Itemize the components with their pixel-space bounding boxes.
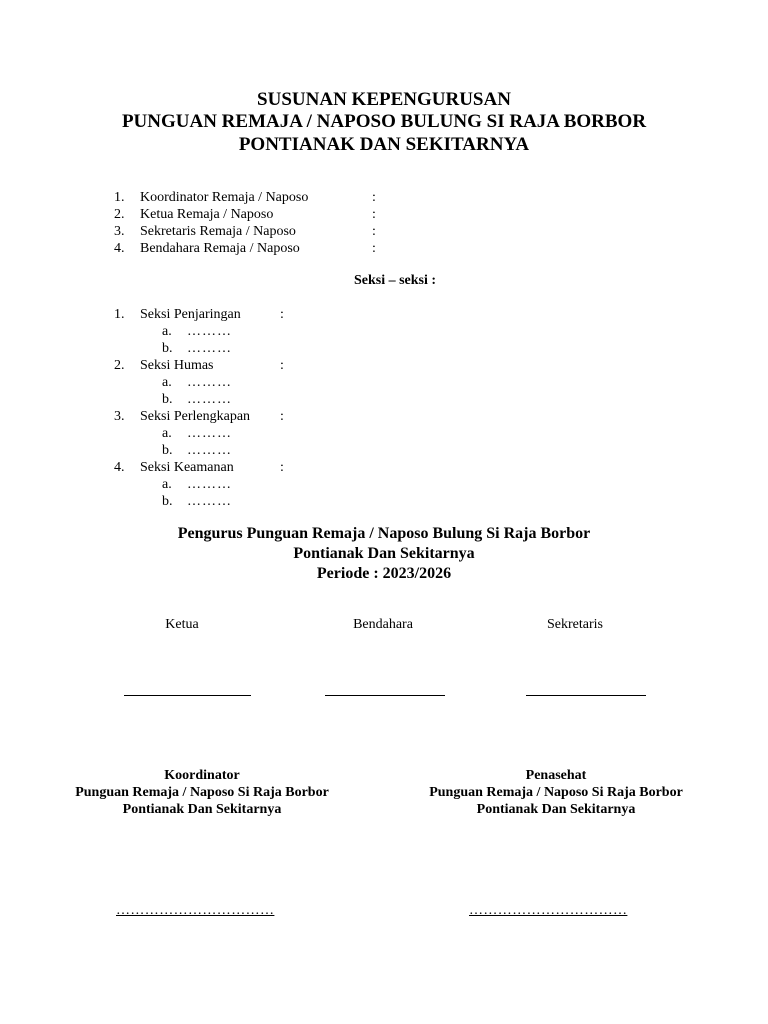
sekretaris-label: Sekretaris bbox=[547, 617, 603, 632]
officer-number: 4. bbox=[114, 241, 125, 256]
section-number: 2. bbox=[114, 358, 125, 373]
penasehat-org: Punguan Remaja / Naposo Si Raja Borbor bbox=[429, 785, 683, 800]
subitem-letter: a. bbox=[162, 477, 172, 492]
koordinator-place: Pontianak Dan Sekitarnya bbox=[122, 802, 282, 817]
section-label: Seksi Keamanan bbox=[140, 460, 234, 475]
subitem-placeholder: ……… bbox=[187, 443, 232, 458]
section-subitem bbox=[114, 493, 290, 510]
pengurus-heading: Pengurus Punguan Remaja / Naposo Bulung Si Raja Borbor bbox=[177, 525, 591, 542]
sekretaris-signature-line bbox=[526, 695, 646, 696]
section-item bbox=[114, 306, 290, 323]
officer-colon: : bbox=[372, 224, 376, 239]
subitem-placeholder: ……… bbox=[187, 341, 232, 356]
officer-label: Sekretaris Remaja / Naposo bbox=[140, 224, 296, 239]
subitem-placeholder: ……… bbox=[187, 375, 232, 390]
koordinator-signature-dots: …………………………… bbox=[116, 903, 275, 918]
officer-number: 1. bbox=[114, 190, 125, 205]
section-subitem bbox=[114, 476, 290, 493]
section-colon: : bbox=[280, 358, 284, 373]
officer-colon: : bbox=[372, 241, 376, 256]
koordinator-title: Koordinator bbox=[164, 768, 240, 783]
officer-label: Ketua Remaja / Naposo bbox=[140, 207, 274, 222]
officer-label: Bendahara Remaja / Naposo bbox=[140, 241, 300, 256]
section-colon: : bbox=[280, 460, 284, 475]
organization-title: PUNGUAN REMAJA / NAPOSO BULUNG SI RAJA BORBOR bbox=[121, 111, 647, 132]
section-subitem bbox=[114, 442, 290, 459]
document-title: SUSUNAN KEPENGURUSAN bbox=[257, 89, 511, 110]
officer-list bbox=[114, 189, 382, 257]
officer-label: Koordinator Remaja / Naposo bbox=[140, 190, 309, 205]
section-number: 4. bbox=[114, 460, 125, 475]
subitem-letter: b. bbox=[162, 341, 173, 356]
section-colon: : bbox=[280, 307, 284, 322]
penasehat-block bbox=[391, 767, 721, 818]
koordinator-org: Punguan Remaja / Naposo Si Raja Borbor bbox=[75, 785, 329, 800]
subitem-placeholder: ……… bbox=[187, 494, 232, 509]
ketua-label: Ketua bbox=[165, 617, 199, 632]
officer-item bbox=[114, 240, 382, 257]
sections-heading: Seksi – seksi : bbox=[353, 273, 437, 288]
officer-item bbox=[114, 223, 382, 240]
subitem-letter: b. bbox=[162, 494, 173, 509]
officer-number: 3. bbox=[114, 224, 125, 239]
bendahara-label: Bendahara bbox=[353, 617, 413, 632]
section-item bbox=[114, 408, 290, 425]
officer-item bbox=[114, 189, 382, 206]
section-number: 3. bbox=[114, 409, 125, 424]
subitem-placeholder: ……… bbox=[187, 477, 232, 492]
subitem-placeholder: ……… bbox=[187, 324, 232, 339]
ketua-signature-line bbox=[124, 695, 251, 696]
bendahara-signature-line bbox=[325, 695, 445, 696]
section-list bbox=[114, 306, 290, 510]
section-item bbox=[114, 459, 290, 476]
officer-item bbox=[114, 206, 382, 223]
officer-colon: : bbox=[372, 190, 376, 205]
section-label: Seksi Penjaringan bbox=[140, 307, 241, 322]
officer-colon: : bbox=[372, 207, 376, 222]
section-label: Seksi Humas bbox=[140, 358, 214, 373]
section-colon: : bbox=[280, 409, 284, 424]
subitem-letter: a. bbox=[162, 324, 172, 339]
koordinator-block bbox=[37, 767, 367, 818]
subitem-letter: b. bbox=[162, 392, 173, 407]
subitem-letter: b. bbox=[162, 443, 173, 458]
section-subitem bbox=[114, 323, 290, 340]
section-subitem bbox=[114, 391, 290, 408]
penasehat-signature-dots: …………………………… bbox=[469, 903, 628, 918]
section-subitem bbox=[114, 374, 290, 391]
section-subitem bbox=[114, 340, 290, 357]
subitem-letter: a. bbox=[162, 426, 172, 441]
penasehat-place: Pontianak Dan Sekitarnya bbox=[476, 802, 636, 817]
section-label: Seksi Perlengkapan bbox=[140, 409, 251, 424]
pengurus-location: Pontianak Dan Sekitarnya bbox=[293, 545, 475, 562]
subitem-placeholder: ……… bbox=[187, 426, 232, 441]
pengurus-period: Periode : 2023/2026 bbox=[316, 565, 452, 582]
penasehat-title: Penasehat bbox=[525, 768, 587, 783]
subitem-placeholder: ……… bbox=[187, 392, 232, 407]
section-number: 1. bbox=[114, 307, 125, 322]
section-item bbox=[114, 357, 290, 374]
location-title: PONTIANAK DAN SEKITARNYA bbox=[238, 134, 530, 155]
subitem-letter: a. bbox=[162, 375, 172, 390]
section-subitem bbox=[114, 425, 290, 442]
officer-number: 2. bbox=[114, 207, 125, 222]
